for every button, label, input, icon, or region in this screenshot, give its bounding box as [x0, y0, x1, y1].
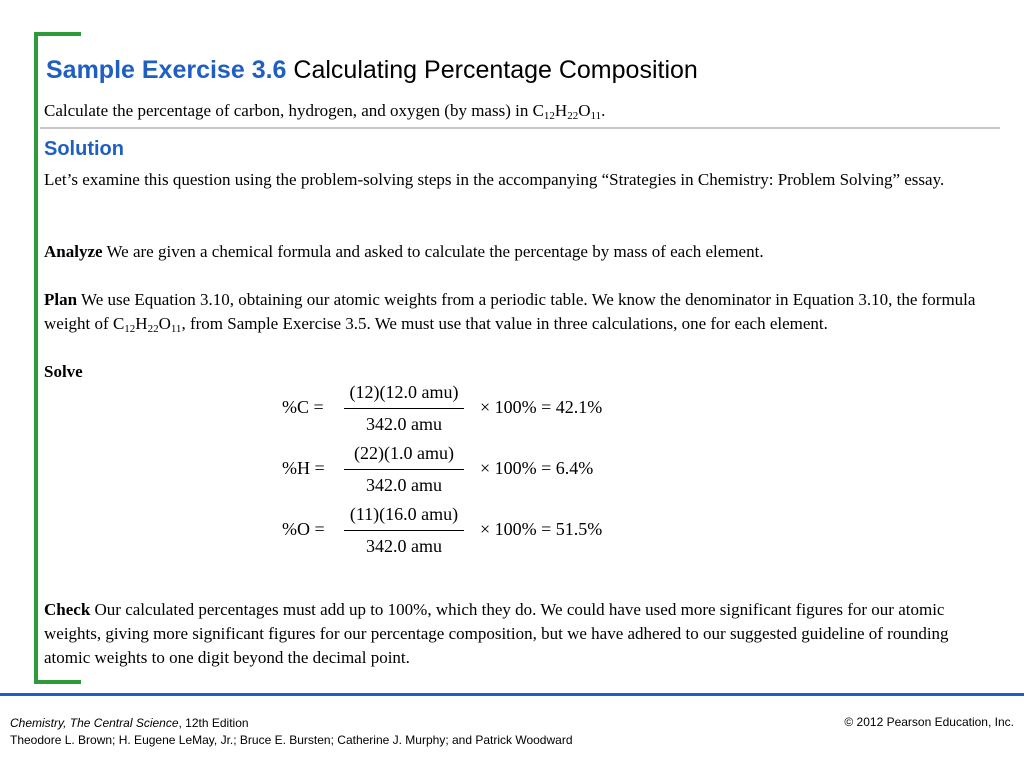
plan-paragraph	[44, 288, 994, 336]
formula-c-sub: 12	[124, 323, 136, 335]
equation-rhs: × 100% = 6.4%	[480, 458, 594, 478]
footer-book-line	[10, 715, 573, 732]
exercise-title: Calculating Percentage Composition	[293, 56, 698, 84]
formula-h: H	[554, 101, 568, 120]
footer-book-title: Chemistry, The Central Science	[10, 716, 179, 730]
equation-numerator: (11)(16.0 amu)	[349, 504, 459, 524]
formula-h-sub: 22	[567, 110, 579, 122]
equation-rhs: × 100% = 51.5%	[480, 519, 603, 539]
formula-c-sub: 12	[543, 110, 555, 122]
fraction-bar	[344, 530, 464, 531]
formula-o: O	[158, 314, 171, 333]
equation-denominator: 342.0 amu	[366, 414, 442, 434]
formula-h: H	[135, 314, 148, 333]
equation-fraction	[344, 381, 464, 435]
footer-edition: , 12th Edition	[178, 716, 249, 730]
formula-sucrose	[533, 101, 602, 120]
analyze-text: We are given a chemical formula and asked to calculate the percentage by mass of each element.	[106, 242, 764, 261]
formula-c: C	[112, 314, 125, 333]
equation-lhs: %C =	[282, 397, 324, 417]
plan-label: Plan	[44, 290, 78, 309]
equation-rhs: × 100% = 42.1%	[480, 397, 603, 417]
problem-statement	[44, 101, 605, 121]
fraction-bar	[344, 469, 464, 470]
formula-h-sub: 22	[147, 323, 159, 335]
slide-bracket-decoration	[34, 32, 81, 684]
equation-fraction	[344, 442, 464, 496]
formula-c: C	[532, 101, 544, 120]
analyze-label: Analyze	[44, 242, 103, 261]
solve-label-line	[44, 360, 994, 384]
formula-o: O	[578, 101, 591, 120]
formula-o-sub: 11	[170, 323, 182, 335]
problem-end: .	[601, 101, 606, 120]
plan-text-1: We use Equation 3.10, obtaining our atomic weights from a periodic table. We know the denominator in Equation 3.10, the formula weight of	[44, 290, 976, 333]
exercise-number: Sample Exercise 3.6	[46, 56, 287, 84]
check-paragraph	[44, 598, 994, 670]
analyze-paragraph	[44, 240, 994, 264]
footer-divider	[0, 693, 1024, 696]
plan-formula	[113, 314, 182, 333]
formula-o-sub: 11	[590, 110, 602, 122]
equation-numerator: (22)(1.0 amu)	[354, 443, 454, 463]
check-label: Check	[44, 600, 91, 619]
equation-lhs: %O =	[282, 519, 325, 539]
fraction-bar	[344, 408, 464, 409]
problem-text: Calculate the percentage of carbon, hydrogen, and oxygen (by mass) in	[44, 101, 529, 120]
solution-heading: Solution	[44, 138, 124, 160]
solve-label: Solve	[44, 362, 83, 381]
slide-title	[46, 56, 698, 85]
equation-fraction	[344, 503, 464, 557]
equation-numerator: (12)(12.0 amu)	[349, 382, 459, 402]
plan-text-2: , from Sample Exercise 3.5. We must use that value in three calculations, one for each element.	[181, 314, 828, 333]
footer-citation	[10, 715, 573, 749]
footer-copyright: © 2012 Pearson Education, Inc.	[844, 715, 1014, 729]
footer-authors: Theodore L. Brown; H. Eugene LeMay, Jr.; Bruce E. Bursten; Catherine J. Murphy; and Patrick Woodward	[10, 733, 573, 747]
check-text: Our calculated percentages must add up to 100%, which they do. We could have used more significant figures for our atomic weights, giving more significant figures for our percentage composition, but we have adhered to our suggested guideline of rounding atomic weights to one digit beyond the decimal point.	[44, 600, 949, 667]
equation-denominator: 342.0 amu	[366, 536, 442, 556]
intro-paragraph: Let’s examine this question using the problem-solving steps in the accompanying “Strategies in Chemistry: Problem Solving” essay.	[44, 170, 945, 189]
equation-lhs: %H =	[282, 458, 325, 478]
equation-denominator: 342.0 amu	[366, 475, 442, 495]
title-divider	[40, 127, 1000, 129]
